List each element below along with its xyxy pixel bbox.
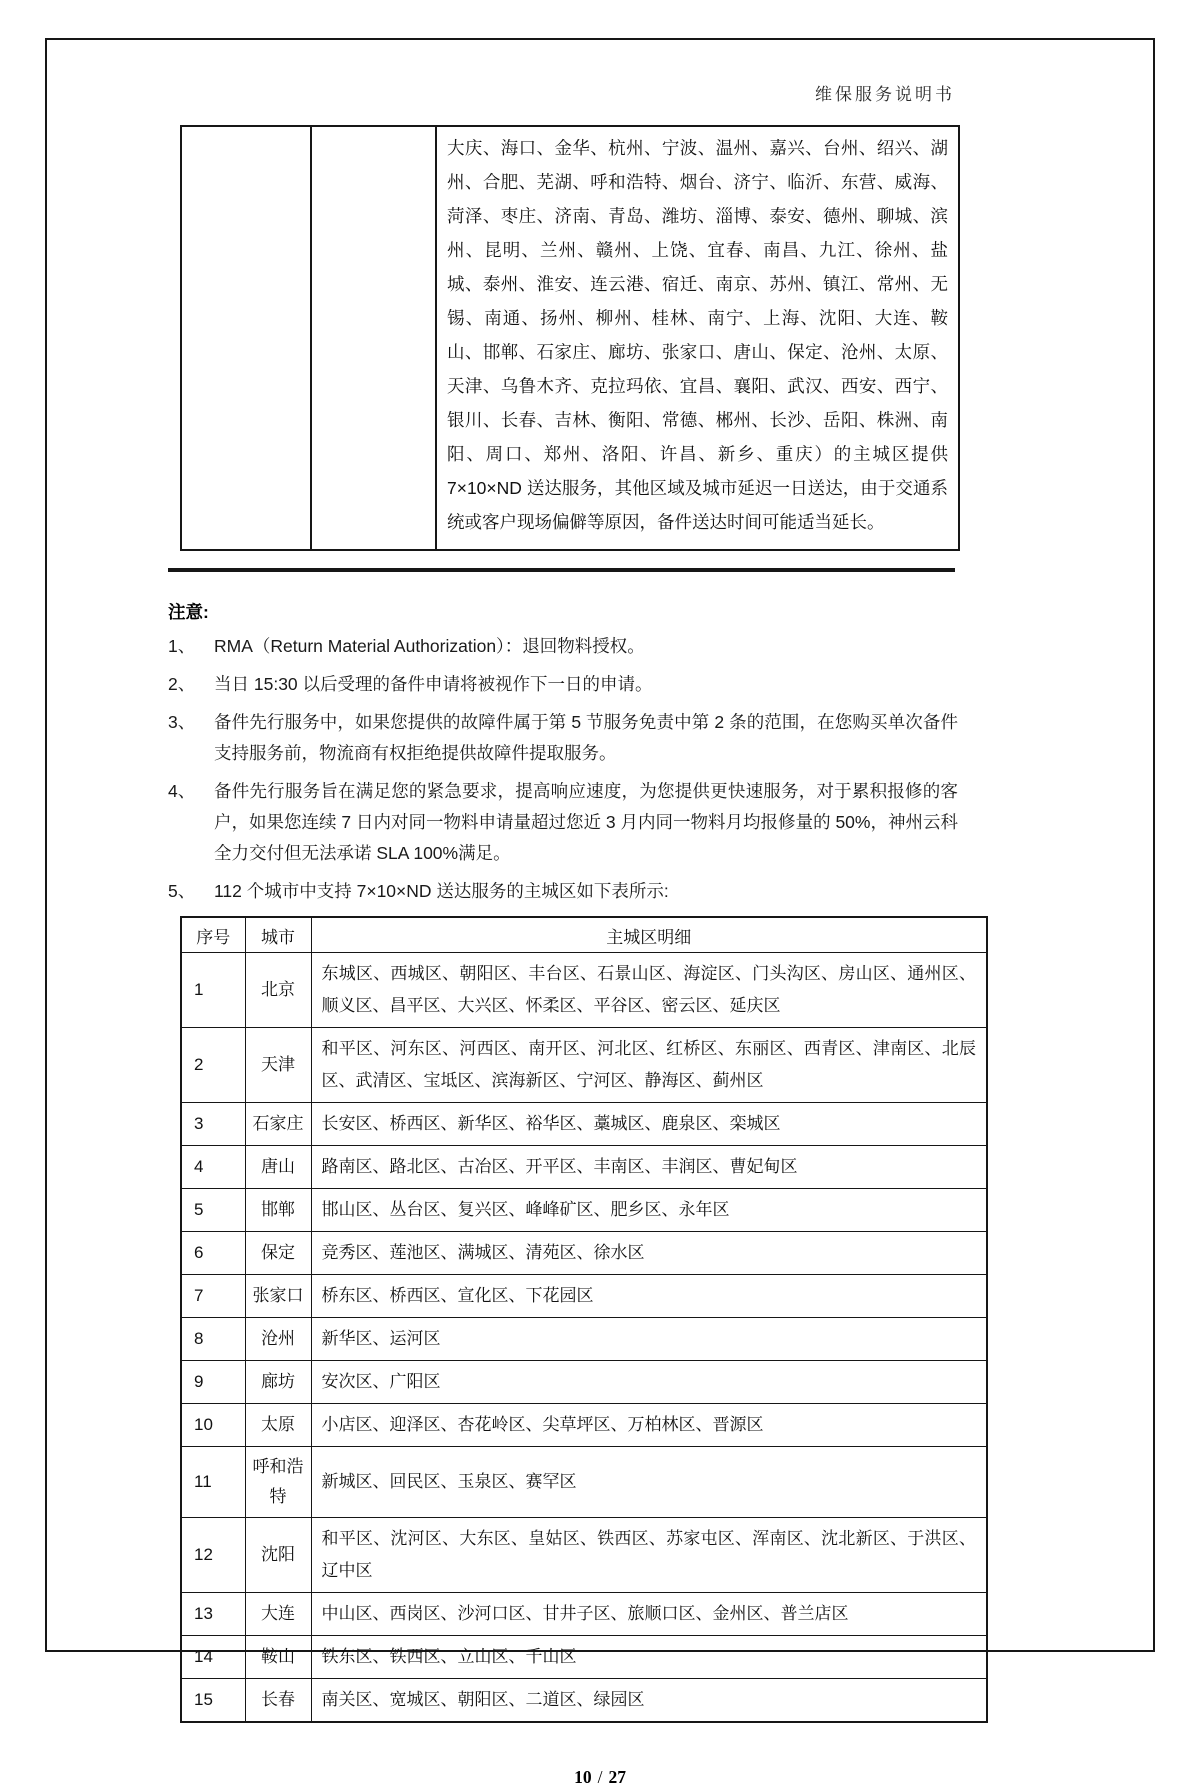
empty-cell-2 bbox=[311, 126, 436, 550]
empty-cell-1 bbox=[181, 126, 311, 550]
table-row bbox=[181, 1232, 987, 1275]
table-row bbox=[181, 1361, 987, 1404]
row-city: 太原 bbox=[245, 1404, 311, 1447]
row-no: 7 bbox=[181, 1275, 245, 1318]
row-no: 6 bbox=[181, 1232, 245, 1275]
row-city: 邯郸 bbox=[245, 1189, 311, 1232]
row-no: 10 bbox=[181, 1404, 245, 1447]
row-districts: 小店区、迎泽区、杏花岭区、尖草坪区、万柏林区、晋源区 bbox=[311, 1404, 987, 1447]
district-table bbox=[180, 916, 988, 1723]
table-row bbox=[181, 1189, 987, 1232]
note-number: 4、 bbox=[168, 781, 196, 801]
row-city: 呼和浩特 bbox=[245, 1447, 311, 1518]
row-city: 北京 bbox=[245, 953, 311, 1028]
row-districts: 和平区、河东区、河西区、南开区、河北区、红桥区、东丽区、西青区、津南区、北辰区、武清区、宝坻区、滨海新区、宁河区、静海区、蓟州区 bbox=[311, 1028, 987, 1103]
row-districts: 东城区、西城区、朝阳区、丰台区、石景山区、海淀区、门头沟区、房山区、通州区、顺义区、昌平区、大兴区、怀柔区、平谷区、密云区、延庆区 bbox=[311, 953, 987, 1028]
row-no: 3 bbox=[181, 1103, 245, 1146]
table-row bbox=[181, 1103, 987, 1146]
note-number: 2、 bbox=[168, 674, 196, 694]
row-city: 大连 bbox=[245, 1593, 311, 1636]
note-item bbox=[168, 776, 1153, 869]
table-row bbox=[181, 1146, 987, 1189]
row-city: 沈阳 bbox=[245, 1518, 311, 1593]
row-city: 鞍山 bbox=[245, 1636, 311, 1679]
row-no: 5 bbox=[181, 1189, 245, 1232]
notes-heading: 注意: bbox=[168, 602, 209, 622]
table-row bbox=[181, 1318, 987, 1361]
table-row bbox=[181, 1028, 987, 1103]
row-no: 14 bbox=[181, 1636, 245, 1679]
row-city: 廊坊 bbox=[245, 1361, 311, 1404]
row-city: 石家庄 bbox=[245, 1103, 311, 1146]
row-districts: 新华区、运河区 bbox=[311, 1318, 987, 1361]
note-text: 当日 15:30 以后受理的备件申请将被视作下一日的申请。 bbox=[214, 674, 653, 694]
row-districts: 安次区、广阳区 bbox=[311, 1361, 987, 1404]
page-total: 27 bbox=[608, 1767, 626, 1787]
row-districts: 新城区、回民区、玉泉区、赛罕区 bbox=[311, 1447, 987, 1518]
row-districts: 竞秀区、莲池区、满城区、清苑区、徐水区 bbox=[311, 1232, 987, 1275]
page-separator: / bbox=[597, 1767, 603, 1787]
row-districts: 桥东区、桥西区、宣化区、下花园区 bbox=[311, 1275, 987, 1318]
table-row bbox=[181, 1518, 987, 1593]
header-title: 维保服务说明书 bbox=[815, 85, 955, 104]
row-city: 沧州 bbox=[245, 1318, 311, 1361]
page-frame bbox=[45, 38, 1155, 1787]
city-list-continuation-table bbox=[180, 125, 960, 551]
col-header-districts: 主城区明细 bbox=[311, 917, 987, 953]
note-text: 备件先行服务旨在满足您的紧急要求，提高响应速度，为您提供更快速服务，对于累积报修的客户，如果您连续 7 日内对同一物料申请量超过您近 3 月内同一物料月均报修量的 50%，神州云科全力交付但无法承诺 SLA 100%满足。 bbox=[214, 781, 958, 863]
row-districts: 中山区、西岗区、沙河口区、甘井子区、旅顺口区、金州区、普兰店区 bbox=[311, 1593, 987, 1636]
row-no: 13 bbox=[181, 1593, 245, 1636]
note-text: 备件先行服务中，如果您提供的故障件属于第 5 节服务免责中第 2 条的范围，在您购买单次备件支持服务前，物流商有权拒绝提供故障件提取服务。 bbox=[214, 712, 958, 763]
table-row bbox=[181, 953, 987, 1028]
row-city: 天津 bbox=[245, 1028, 311, 1103]
page-number bbox=[47, 1767, 1153, 1788]
table-row bbox=[181, 1404, 987, 1447]
document-header bbox=[47, 40, 1153, 105]
table-row bbox=[181, 1593, 987, 1636]
row-no: 9 bbox=[181, 1361, 245, 1404]
table-row bbox=[181, 1636, 987, 1679]
row-city: 长春 bbox=[245, 1679, 311, 1723]
table-end-rule bbox=[168, 568, 955, 572]
row-no: 1 bbox=[181, 953, 245, 1028]
note-item bbox=[168, 876, 1153, 907]
row-no: 15 bbox=[181, 1679, 245, 1723]
note-text: RMA（Return Material Authorization）：退回物料授权。 bbox=[214, 636, 645, 656]
row-no: 4 bbox=[181, 1146, 245, 1189]
row-districts: 邯山区、丛台区、复兴区、峰峰矿区、肥乡区、永年区 bbox=[311, 1189, 987, 1232]
table-row bbox=[181, 126, 959, 550]
row-districts: 铁东区、铁西区、立山区、千山区 bbox=[311, 1636, 987, 1679]
row-no: 2 bbox=[181, 1028, 245, 1103]
note-number: 1、 bbox=[168, 636, 196, 656]
row-city: 张家口 bbox=[245, 1275, 311, 1318]
page-current: 10 bbox=[574, 1767, 592, 1787]
note-number: 3、 bbox=[168, 712, 196, 732]
table-row bbox=[181, 1447, 987, 1518]
page-content bbox=[47, 125, 1153, 1723]
col-header-no: 序号 bbox=[181, 917, 245, 953]
row-districts: 长安区、桥西区、新华区、裕华区、藁城区、鹿泉区、栾城区 bbox=[311, 1103, 987, 1146]
row-no: 8 bbox=[181, 1318, 245, 1361]
notes-section bbox=[168, 599, 1153, 907]
row-districts: 路南区、路北区、古冶区、开平区、丰南区、丰润区、曹妃甸区 bbox=[311, 1146, 987, 1189]
row-no: 12 bbox=[181, 1518, 245, 1593]
row-no: 11 bbox=[181, 1447, 245, 1518]
note-text: 112 个城市中支持 7×10×ND 送达服务的主城区如下表所示: bbox=[214, 881, 669, 901]
note-number: 5、 bbox=[168, 881, 196, 901]
note-item bbox=[168, 707, 1153, 769]
row-city: 唐山 bbox=[245, 1146, 311, 1189]
table-row bbox=[181, 1275, 987, 1318]
city-list-cell: 大庆、海口、金华、杭州、宁波、温州、嘉兴、台州、绍兴、湖州、合肥、芜湖、呼和浩特、烟台、济宁、临沂、东营、威海、菏泽、枣庄、济南、青岛、潍坊、淄博、泰安、德州、聊城、滨州、昆明、兰州、赣州、上饶、宜春、南昌、九江、徐州、盐城、泰州、淮安、连云港、宿迁、南京、苏州、镇江、常州、无锡、南通、扬州、柳州、桂林、南宁、上海、沈阳、大连、鞍山、邯郸、石家庄、廊坊、张家口、唐山、保定、沧州、太原、天津、乌鲁木齐、克拉玛依、宜昌、襄阳、武汉、西安、西宁、银川、长春、吉林、衡阳、常德、郴州、长沙、岳阳、株洲、南阳、周口、郑州、洛阳、许昌、新乡、重庆）的主城区提供 7×10×ND 送达服务，其他区域及城市延迟一日送达，由于交通系统或客户现场偏僻等原因，备件送达时间可能适当延长。 bbox=[436, 126, 959, 550]
row-districts: 和平区、沈河区、大东区、皇姑区、铁西区、苏家屯区、浑南区、沈北新区、于洪区、辽中区 bbox=[311, 1518, 987, 1593]
row-districts: 南关区、宽城区、朝阳区、二道区、绿园区 bbox=[311, 1679, 987, 1723]
note-item bbox=[168, 669, 1153, 700]
row-city: 保定 bbox=[245, 1232, 311, 1275]
note-item bbox=[168, 631, 1153, 662]
table-header-row bbox=[181, 917, 987, 953]
table-row bbox=[181, 1679, 987, 1723]
col-header-city: 城市 bbox=[245, 917, 311, 953]
